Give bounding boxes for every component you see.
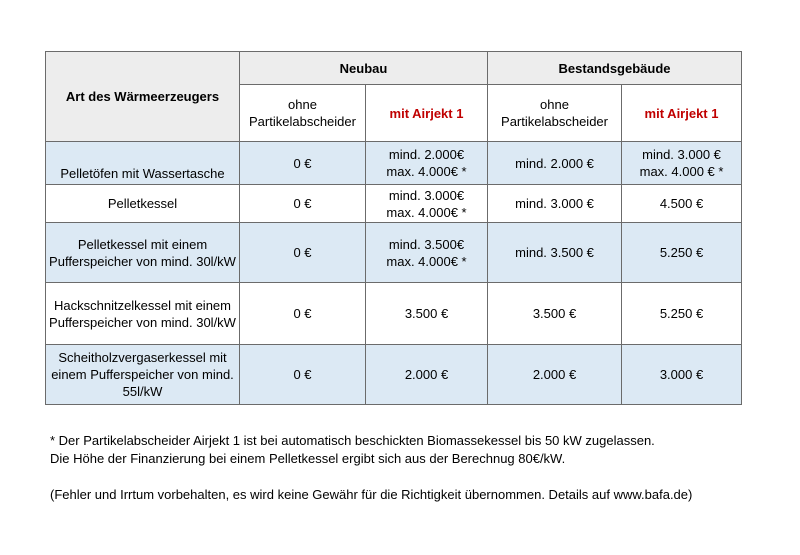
header-art (46, 52, 240, 142)
cell-bestand-ohne: 3.500 € (488, 283, 622, 345)
cell-bestand-mit: 4.500 € (622, 185, 742, 223)
cell-bestand-mit: 5.250 € (622, 283, 742, 345)
cell-bestand-ohne: mind. 3.500 € (488, 223, 622, 283)
cell-line: mind. 3.500€ (388, 236, 465, 252)
cell-neubau-mit: 3.500 € (366, 283, 488, 345)
cell-line: mind. 2.000€ (388, 147, 465, 162)
cell-line: max. 4.000€ * (386, 253, 467, 269)
row-label: Scheitholzvergaserkessel mit einem Pufferspeicher von mind. 55l/kW (46, 345, 240, 405)
table-row (46, 142, 742, 185)
row-label: Pelletkessel (46, 185, 240, 223)
cell-bestand-ohne: 2.000 € (488, 345, 622, 405)
cell-bestand-mit: 5.250 € (622, 223, 742, 283)
cell-line: mind. 3.000€ (388, 187, 465, 203)
row-label: Hackschnitzelkessel mit einem Pufferspeicher von mind. 30l/kW (46, 283, 240, 345)
cell-neubau-mit (366, 223, 488, 283)
cell-bestand-mit (622, 142, 742, 185)
cell-neubau-ohne: 0 € (240, 142, 366, 185)
header-ohne-label: ohne Partikelabscheider (249, 97, 356, 129)
footnote-disclaimer: (Fehler und Irrtum vorbehalten, es wird keine Gewähr für die Richtigkeit übernommen. Details auf www.bafa.de) (50, 487, 693, 502)
cell-neubau-mit: 2.000 € (366, 345, 488, 405)
cell-neubau-ohne: 0 € (240, 345, 366, 405)
cell-neubau-ohne: 0 € (240, 185, 366, 223)
cell-line: mind. 3.000 € (642, 147, 721, 162)
table-row (46, 283, 742, 345)
cell-neubau-ohne: 0 € (240, 283, 366, 345)
subsidy-table (45, 51, 742, 405)
cell-neubau-mit (366, 185, 488, 223)
cell-neubau-mit (366, 142, 488, 185)
header-neubau-ohne (240, 85, 366, 142)
cell-line: max. 4.000€ * (386, 164, 467, 179)
header-art-label: Art des Wärmeerzeugers (65, 89, 220, 104)
table-row (46, 345, 742, 405)
footnotes (50, 432, 770, 504)
table-row (46, 223, 742, 283)
cell-line: max. 4.000 € * (639, 164, 724, 179)
footnote-airjekt: * Der Partikelabscheider Airjekt 1 ist bei automatisch beschickten Biomassekessel bis 50 kW zugelassen. (50, 433, 655, 448)
cell-bestand-ohne: mind. 2.000 € (488, 142, 622, 185)
row-label: Pelletkessel mit einem Pufferspeicher von mind. 30l/kW (46, 223, 240, 283)
cell-bestand-ohne: mind. 3.000 € (488, 185, 622, 223)
header-neubau: Neubau (240, 52, 488, 85)
header-bestand-mit: mit Airjekt 1 (622, 85, 742, 142)
table-header-row (46, 52, 742, 85)
header-neubau-mit: mit Airjekt 1 (366, 85, 488, 142)
cell-bestand-mit: 3.000 € (622, 345, 742, 405)
footnote-financing: Die Höhe der Finanzierung bei einem Pelletkessel ergibt sich aus der Berechnug 80€/kW. (50, 451, 566, 466)
header-bestand: Bestandsgebäude (488, 52, 742, 85)
header-bestand-ohne (488, 85, 622, 142)
row-label: Pelletöfen mit Wassertasche (46, 142, 240, 185)
header-ohne-label: ohne Partikelabscheider (501, 97, 608, 129)
cell-line: max. 4.000€ * (386, 204, 467, 220)
table-row (46, 185, 742, 223)
cell-neubau-ohne: 0 € (240, 223, 366, 283)
